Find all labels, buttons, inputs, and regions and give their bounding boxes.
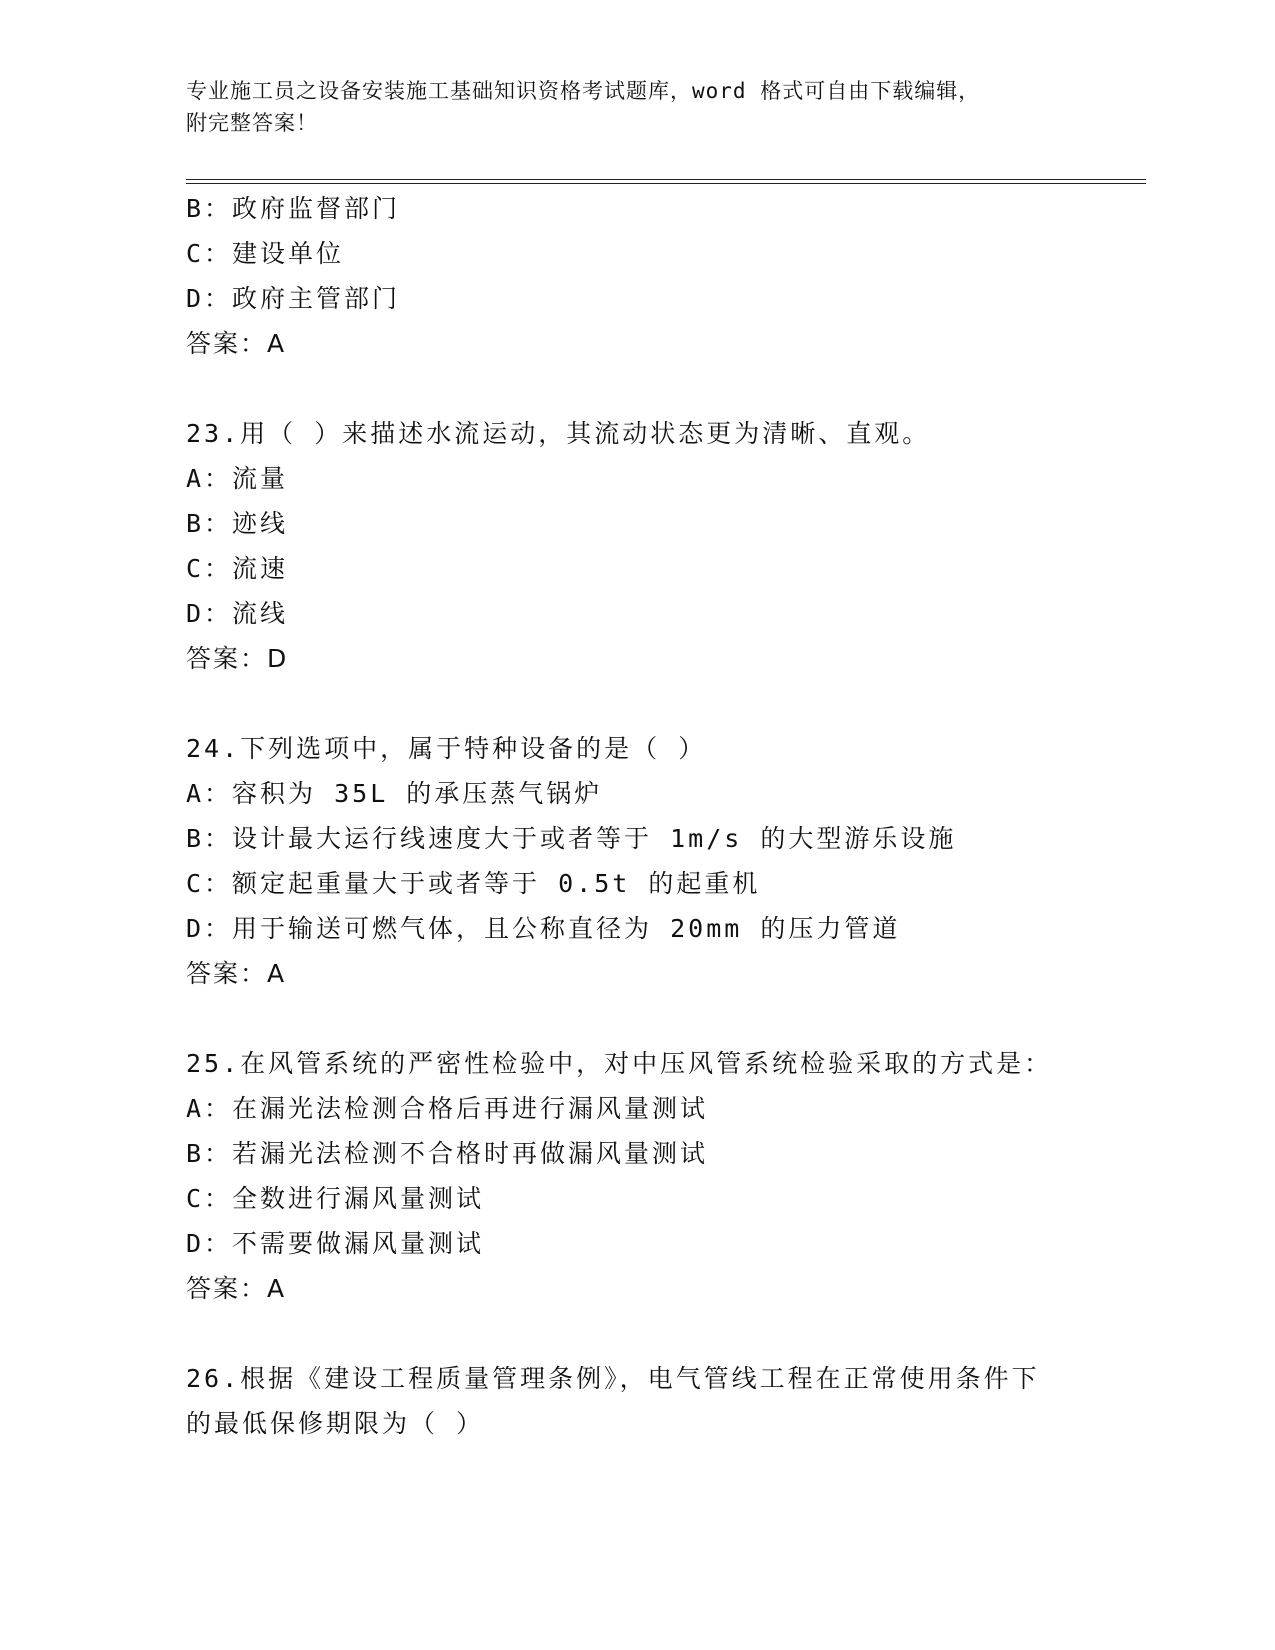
q23-option-d: D：流线 [186, 599, 289, 628]
q25-option-a: A：在漏光法检测合格后再进行漏风量测试 [186, 1094, 709, 1123]
q23-option-b: B：迹线 [186, 509, 289, 538]
document-header [186, 75, 1086, 139]
header-line-2: 附完整答案！ [186, 111, 318, 135]
q22-option-c: C：建设单位 [186, 239, 345, 268]
q25-option-c: C：全数进行漏风量测试 [186, 1184, 485, 1213]
q23-answer: 答案：D [186, 644, 289, 673]
q26-question-line-1: 26.根据《建设工程质量管理条例》，电气管线工程在正常使用条件下 [186, 1364, 1040, 1393]
q25-answer: 答案：A [186, 1274, 287, 1303]
q24-option-c: C：额定起重量大于或者等于 0.5t 的起重机 [186, 869, 761, 898]
header-line-1: 专业施工员之设备安装施工基础知识资格考试题库，word 格式可自由下载编辑， [186, 79, 981, 103]
header-divider-top [186, 179, 1146, 180]
q23-option-c: C：流速 [186, 554, 289, 583]
q25-question: 25.在风管系统的严密性检验中，对中压风管系统检验采取的方式是： [186, 1049, 1053, 1078]
q22-option-b: B：政府监督部门 [186, 194, 401, 223]
q23-question: 23.用（ ）来描述水流运动，其流动状态更为清晰、直观。 [186, 419, 931, 448]
q22-answer: 答案：A [186, 329, 287, 358]
q24-option-a: A：容积为 35L 的承压蒸气锅炉 [186, 779, 603, 808]
q26-question-line-2: 的最低保修期限为（ ） [186, 1409, 485, 1438]
q24-option-b: B：设计最大运行线速度大于或者等于 1m/s 的大型游乐设施 [186, 824, 957, 853]
q25-option-b: B：若漏光法检测不合格时再做漏风量测试 [186, 1139, 709, 1168]
q24-answer: 答案：A [186, 959, 287, 988]
q25-option-d: D：不需要做漏风量测试 [186, 1229, 485, 1258]
q24-question: 24.下列选项中，属于特种设备的是（ ） [186, 734, 707, 763]
q22-option-d: D：政府主管部门 [186, 284, 401, 313]
q24-option-d: D：用于输送可燃气体，且公称直径为 20mm 的压力管道 [186, 914, 901, 943]
header-divider-bottom [186, 183, 1146, 184]
q23-option-a: A：流量 [186, 464, 289, 493]
